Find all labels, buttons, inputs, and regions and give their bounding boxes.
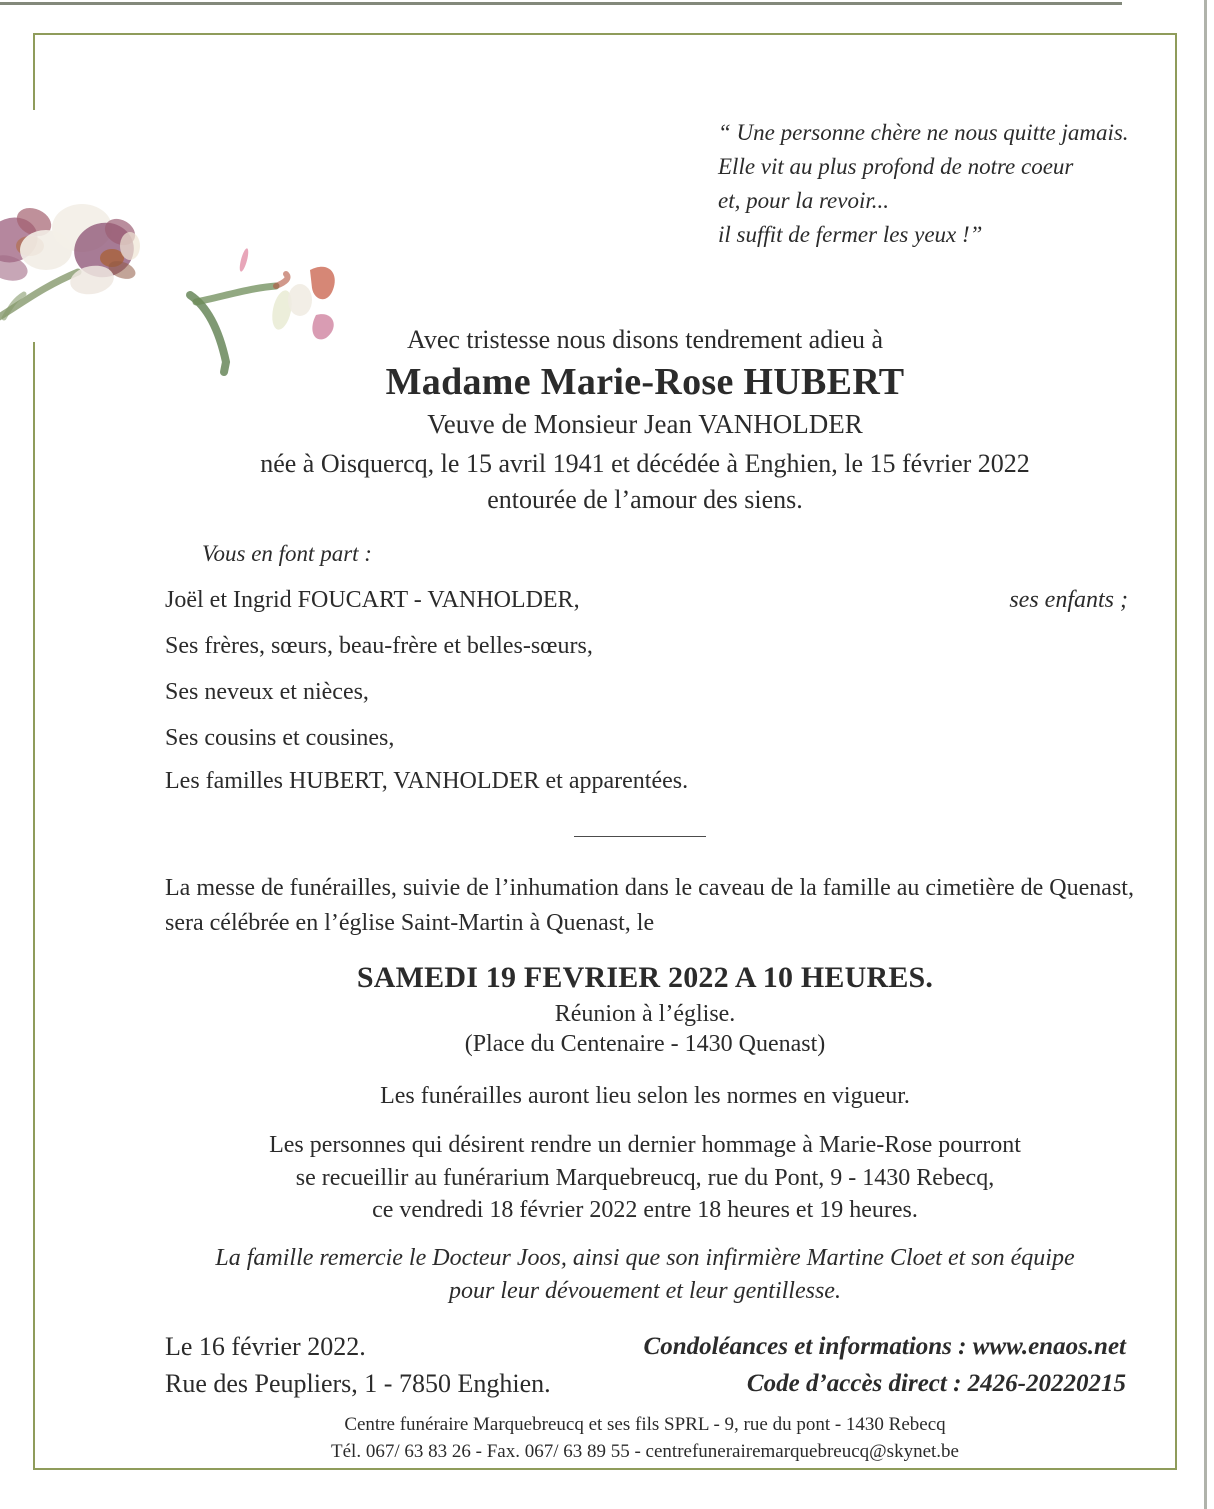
access-code-line: Code d’accès direct : 2426-20220215 [746,1370,1126,1397]
relative-line: Ses cousins et cousines, [165,725,395,751]
deceased-name: Madame Marie-Rose HUBERT [385,361,905,403]
family-address: Rue des Peupliers, 1 - 7850 Enghien. [165,1369,551,1398]
orchid-photo [0,100,400,400]
funeral-home-contact-line: Tél. 067/ 63 83 26 - Fax. 067/ 63 89 55 - centrefunerairemarquebreucq@skynet.be [331,1441,959,1462]
intro-line: Avec tristesse nous disons tendrement adieu à [406,325,884,354]
meeting-line: Réunion à l’église. [554,1001,736,1027]
condolences-line: Condoléances et informations : www.enaos.net [643,1333,1126,1360]
memorial-quote [718,116,1148,252]
ceremony-intro-line: sera célébrée en l’église Saint-Martin à Quenast, le [165,910,655,936]
quote-line: “ Une personne chère ne nous quitte jamais. [718,120,1129,145]
ceremony-intro-line: La messe de funérailles, suivie de l’inhumation dans le caveau de la famille au cimetière de Quenast, [165,875,1134,901]
quote-line: Elle vit au plus profond de notre coeur [718,154,1074,179]
announcement-date: Le 16 février 2022. [165,1332,366,1361]
relative-line: Les familles HUBERT, VANHOLDER et apparentées. [165,768,689,794]
children-role: ses enfants ; [1009,587,1128,613]
ceremony-datetime: SAMEDI 19 FEVRIER 2022 A 10 HEURES. [356,961,934,994]
surrounded-line: entourée de l’amour des siens. [487,485,803,514]
thanks-line: La famille remercie le Docteur Joos, ainsi que son infirmière Martine Cloet et son équipe [215,1245,1075,1271]
visitation-line: ce vendredi 18 février 2022 entre 18 heures et 19 heures. [372,1197,918,1223]
relative-line: Ses neveux et nièces, [165,679,369,705]
quote-line: il suffit de fermer les yeux !” [718,222,983,247]
church-address-line: (Place du Centenaire - 1430 Quenast) [464,1031,826,1057]
visitation-line: se recueillir au funérarium Marquebreucq, rue du Pont, 9 - 1430 Rebecq, [295,1165,995,1191]
announcement-heading: Vous en font part : [202,541,372,566]
birth-death-line: née à Oisquercq, le 15 avril 1941 et décédée à Enghien, le 15 février 2022 [260,449,1030,478]
scan-edge-right [1204,0,1207,1509]
relative-line: Ses frères, sœurs, beau-frère et belles-sœurs, [165,633,593,659]
footer-right-block [644,1328,1126,1402]
widow-line: Veuve de Monsieur Jean VANHOLDER [427,409,863,439]
thanks-line: pour leur dévouement et leur gentillesse. [449,1278,841,1304]
norms-line: Les funérailles auront lieu selon les normes en vigueur. [380,1083,910,1109]
visitation-line: Les personnes qui désirent rendre un dernier hommage à Marie-Rose pourront [269,1132,1021,1158]
funeral-home-line: Centre funéraire Marquebreucq et ses fils SPRL - 9, rue du pont - 1430 Rebecq [344,1414,946,1435]
footer-left-block [165,1328,551,1402]
scan-edge-top [0,2,1122,5]
children-row [165,587,1128,614]
quote-line: et, pour la revoir... [718,188,889,213]
children-names: Joël et Ingrid FOUCART - VANHOLDER, [165,587,580,613]
section-divider [574,836,706,837]
